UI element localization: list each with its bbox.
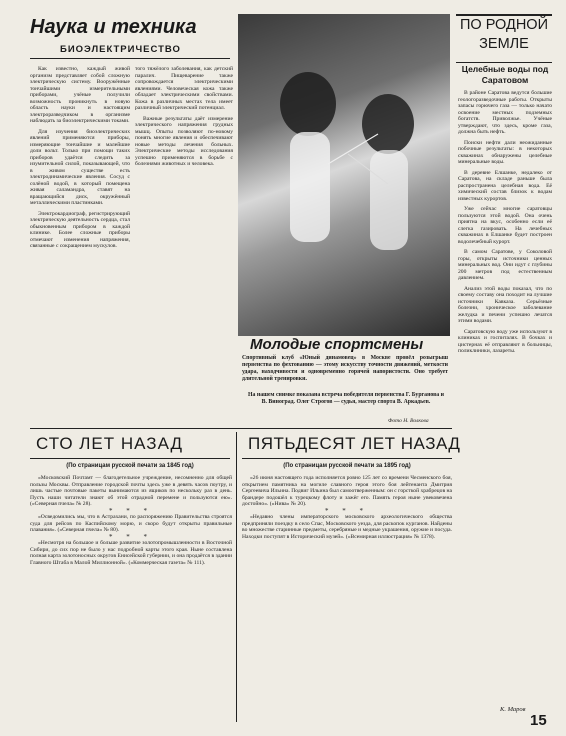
section-divider [30,428,452,429]
article-subtitle-waters: Целебные воды под Саратовом [461,64,549,85]
left-text-col-b [135,66,233,418]
paragraph: В самом Саратове, у Соколовой горы, открыты источники ценных минеральных вод. Они идут с глубины 200 метров под естественным давлением. [458,249,552,281]
separator-stars: * * * [325,506,369,515]
section-title-100-years: СТО ЛЕТ НАЗАД [36,434,183,453]
paragraph: В районе Саратова ведутся большие геологоразведочные работы. Открыты запасы горючего газа — только начато освоение местных подземных богатств. Приволжье. Учёные утверждают, что здесь, кроме газа, должна быть нефть. [458,90,552,135]
separator-stars: * * * [109,532,153,541]
photo-caption: Спортивный клуб «Юный динамовец» в Москве провёл розыгрыш первенства по фехтованию — этому искусству точности движений, меткости удара, находчивости и одновременно горячей напористости. Оно требует длительной тренировки. [242,355,448,382]
paragraph: Как известно, каждый живой организм представляет собой сложную электрическую систему. Вооружённые тончайшими измерительными приборами, учёные получили возможность проникнуть в новую область науки и настоящим электроразведчиком в организме наблюдать за биоэлектрическими токами. [30,66,130,124]
right-banner [456,14,552,63]
text-100-years [30,475,232,723]
column-divider [236,432,237,722]
article-subtitle-bioelectricity: БИОЭЛЕКТРИЧЕСТВО [60,44,181,55]
news-item: «Осведомились мы, что в Астрахани, по распоряжению Правительства строятся суда для рейсов по Каспийскому морю, и скоро будут открыты правильные плавания». («Северная пчела» № 80). [30,514,232,533]
fencers-figure [238,14,450,336]
paragraph: Электрокардиограф, регистрирующий электрическую деятельность сердца, стал обыкновенным прибором в каждой клинике. Более сложные приборы отмечают изменения напряжения, связанные с сокращением мускулов. [30,210,130,249]
photo-caption-2: На нашем снимке показана встреча победителя первенства Г. Бурганова и В. Виноград. Олег Строгов — судья, мастер спорта В. Аркадьев. [248,392,444,405]
section-source-100: (По страницам русской печати за 1845 год) [66,463,194,469]
article-signature: К. Маров [500,706,526,713]
news-item: «Несмотря на большое и больше развитие золотопромышленности в Восточной Сибири, до сих пор не было у нас подробной карты этого края. Ныне составлена полная карта золотоносных округов Енисейской губернии, и она продаётся в здании Главного Штаба в Малой Миллионной». («Коммерческая газета» № 111). [30,540,232,566]
banner-title: ПО РОДНОЙ ЗЕМЛЕ [459,17,549,52]
text-50-years [242,475,452,723]
divider [30,58,230,59]
paragraph: Анализ этой воды показал, что по своему составу она походит на лучшие источники Кавказа. Серьёзные болезни, хроническое заболевание желудка и печени успешно лечатся этими водами. [458,285,552,324]
left-text-col-a [30,66,130,418]
page-number: 15 [530,712,547,729]
news-item: «Московский Почтамт — благодетельное учреждение, несомненно для общей пользы Москвы. Отправление городской почты здесь уже в девять часов поутру, и лишь частые почтовые пакеты вынимаются из ящиков по нескольку раз в день. Пусть наши читатели знают об этой отрадной перемене и пользуются ею». («Северная пчела» № 28). [30,475,232,507]
photo-title: Молодые спортсмены [250,336,424,353]
news-item: «26 июня настоящего года исполняется ровно 125 лет со времени Чесменского боя, открытием памятника на могиле славного героя этого боя лейтенанта Дмитрия Сергеевича Ильина. Подвиг Ильина был самоотверженным: он с горсткой храбрецов на брандере подошёл к турецкому флоту и зажёг его. Память героя ныне увековечена достойно». («Нива» № 20). [242,475,452,507]
separator-stars: * * * [109,506,153,515]
paragraph: В деревне Елшанке, недалеко от Саратова, на складе раньше была распространена целебная вода. Её химический состав близок к водам известных курортов. [458,169,552,202]
paragraph: Уже сейчас многие саратовцы пользуются этой водой. Она очень приятна на вкус, особенно если её слегка газировать. На лечебных скважинах в Елшанке будет построен водолечебный курорт. [458,206,552,245]
section-title-science: Наука и техника [30,16,197,38]
news-item: «Недавно члены императорского московского археологического общества предприняли поездку в село Спас, Московского уезда, для раскопок курганов. Найдены во множестве старинные предметы, серебряные и медные украшения, оружие и посуда. Находки поступят в Исторический музей». («Всемирная иллюстрация» № 1378). [242,514,452,540]
section-title-50-years: ПЯТЬДЕСЯТ ЛЕТ НАЗАД [248,434,461,453]
paragraph: Поиски нефти дали неожиданные побочные результаты: в некоторых скважинах обнаружены целебные минеральные воды. [458,139,552,165]
paragraph: Саратовскую воду уже используют в клиниках и госпиталях. В бочках и цистернах её отправляют в больницы, поликлиники, лазареты. [458,328,552,354]
divider [242,458,452,459]
divider [30,458,230,459]
paragraph: Для изучения биоэлектрических явлений применяются приборы, измеряющие тончайшие и малейшие доли вольт. Только при помощи таких приборов удаётся следить за изумительной силой, показывающей, что в живом существе есть электродинамические явления. Сосуд с солёной водой, в который помещена живая саламандра, ставят на вращающийся диск, окружённый металлическими пластинками. [30,128,130,206]
photo-credit: Фото Н. Волкова [388,418,429,424]
paragraph: Важные результаты даёт измерение электрического напряжения грудных мышц. Опыты позволяют по-новому понять многие явления и обеспечивают новые методы лечения больных. Электрические методы исследования успешно применяются в борьбе с болезнями животных и человека. [135,115,233,167]
right-text-col [458,90,552,702]
paragraph: того тяжёлого заболевания, как детский паралич. Пищеварение также сопровождается электрическими явлениями. Человеческая кожа также обладает электрическими свойствами. Кожа в различных местах тела имеет различный электрический потенциал. [135,66,233,111]
fencing-photo [238,14,450,336]
section-source-50: (По страницам русской печати за 1895 год) [283,463,411,469]
